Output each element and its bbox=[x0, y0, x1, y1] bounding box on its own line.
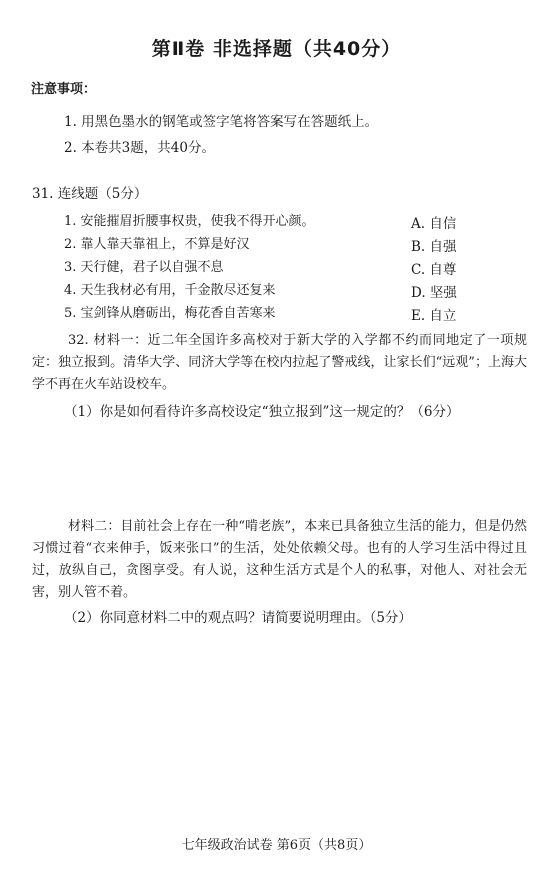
sub-question-2: （2）你同意材料二中的观点吗？请简要说明理由。（5分） bbox=[64, 610, 412, 626]
match-right-item: E. 自立 bbox=[411, 308, 457, 324]
match-right-item: A. 自信 bbox=[411, 216, 457, 232]
match-left-item: 1. 安能摧眉折腰事权贵，使我不得开心颜。 bbox=[64, 214, 315, 229]
sub-question-1: （1）你是如何看待许多高校设定“独立报到”这一规定的？（6分） bbox=[64, 404, 460, 420]
page-footer: 七年级政治试卷 第6页（共8页） bbox=[181, 838, 372, 853]
material-2-text: 材料二：目前社会上存在一种“啃老族”，本来已具备独立生活的能力，但是仍然习惯过着“衣来伸手，饭来张口”的生活，处处依赖父母。也有的人学习生活中得过且过，放纵自己，贪图享受。有人说，这种生活方式是个人的私事，对他人、对社会无害，别人管不着。 bbox=[32, 519, 527, 600]
question-31-heading: 31. 连线题（5分） bbox=[32, 186, 148, 202]
material-1-text: 32. 材料一：近二年全国许多高校对于新大学的入学都不约而同地定了一项规定：独立报到。清华大学、同济大学等在校内拉起了警戒线，让家长们“远观”；上海大学不再在火车站设校车。 bbox=[32, 333, 527, 392]
match-left-item: 3. 天行健，君子以自强不息 bbox=[64, 260, 224, 275]
match-left-item: 5. 宝剑锋从磨砺出，梅花香自苦寒来 bbox=[64, 306, 276, 321]
note-item: 1. 用黑色墨水的钢笔或签字笔将答案写在答题纸上。 bbox=[64, 114, 379, 130]
match-right-item: C. 自尊 bbox=[411, 262, 457, 278]
match-right-item: B. 自强 bbox=[411, 239, 457, 255]
page-title: 第Ⅱ卷 非选择题（共40分） bbox=[151, 38, 402, 60]
notes-heading: 注意事项： bbox=[31, 82, 97, 97]
match-right-item: D. 坚强 bbox=[411, 285, 457, 301]
match-left-item: 2. 靠人靠天靠祖上，不算是好汉 bbox=[64, 237, 250, 252]
match-left-item: 4. 天生我材必有用，千金散尽还复来 bbox=[64, 283, 276, 298]
note-item: 2. 本卷共3题，共40分。 bbox=[64, 140, 215, 156]
